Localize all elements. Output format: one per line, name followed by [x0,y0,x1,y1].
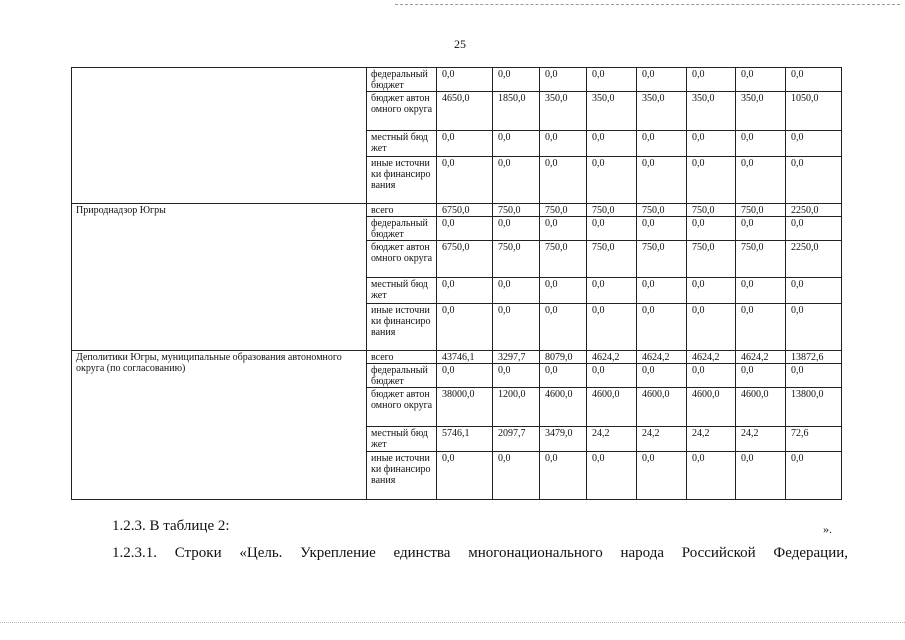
amount-cell: 1200,0 [493,388,540,427]
scan-edge-bottom [0,622,905,623]
amount-cell: 24,2 [587,427,637,452]
amount-cell: 0,0 [540,452,587,500]
amount-cell: 3297,7 [493,351,540,364]
amount-cell: 0,0 [493,364,540,388]
amount-cell: 1850,0 [493,92,540,131]
amount-cell: 0,0 [637,278,687,304]
amount-cell: 0,0 [437,217,493,241]
amount-cell: 0,0 [587,452,637,500]
paragraph-1-2-3-1: 1.2.3.1. Строки «Цель. Укрепление единства многонационального народа Российской Федерации, [112,545,849,561]
amount-cell: 0,0 [540,131,587,157]
funding-source-cell: всего [367,351,437,364]
amount-cell: 0,0 [687,68,736,92]
amount-cell: 350,0 [587,92,637,131]
amount-cell: 750,0 [493,204,540,217]
funding-source-cell: федеральный бюджет [367,68,437,92]
amount-cell: 0,0 [637,452,687,500]
amount-cell: 4600,0 [687,388,736,427]
amount-cell: 13800,0 [786,388,842,427]
amount-cell: 0,0 [637,364,687,388]
amount-cell: 0,0 [437,131,493,157]
amount-cell: 2097,7 [493,427,540,452]
amount-cell: 0,0 [540,68,587,92]
page-number: 25 [454,37,466,51]
executor-name-cell: Природнадзор Югры [72,204,367,351]
amount-cell: 0,0 [437,157,493,204]
amount-cell: 0,0 [736,157,786,204]
amount-cell: 0,0 [437,452,493,500]
amount-cell: 0,0 [786,452,842,500]
amount-cell: 24,2 [687,427,736,452]
amount-cell: 0,0 [687,452,736,500]
amount-cell: 750,0 [637,204,687,217]
amount-cell: 350,0 [637,92,687,131]
amount-cell: 750,0 [736,204,786,217]
amount-cell: 2250,0 [786,204,842,217]
amount-cell: 0,0 [540,157,587,204]
amount-cell: 4624,2 [736,351,786,364]
amount-cell: 0,0 [437,364,493,388]
funding-source-cell: иные источники финансирования [367,157,437,204]
amount-cell: 0,0 [786,157,842,204]
amount-cell: 0,0 [437,278,493,304]
table-row [72,351,842,364]
funding-source-cell: всего [367,204,437,217]
amount-cell: 0,0 [493,304,540,351]
amount-cell: 350,0 [540,92,587,131]
amount-cell: 0,0 [687,304,736,351]
amount-cell: 6750,0 [437,204,493,217]
amount-cell: 0,0 [687,278,736,304]
amount-cell: 8079,0 [540,351,587,364]
amount-cell: 0,0 [587,68,637,92]
amount-cell: 750,0 [540,204,587,217]
amount-cell: 0,0 [687,217,736,241]
amount-cell: 350,0 [687,92,736,131]
table-row [72,204,842,217]
amount-cell: 72,6 [786,427,842,452]
amount-cell: 0,0 [540,364,587,388]
amount-cell: 0,0 [637,304,687,351]
funding-source-cell: федеральный бюджет [367,364,437,388]
amount-cell: 0,0 [736,364,786,388]
amount-cell: 750,0 [540,241,587,278]
amount-cell: 0,0 [637,217,687,241]
funding-source-cell: местный бюджет [367,278,437,304]
funding-source-cell: бюджет автономного округа [367,241,437,278]
amount-cell: 4650,0 [437,92,493,131]
amount-cell: 0,0 [493,68,540,92]
amount-cell: 0,0 [786,131,842,157]
amount-cell: 750,0 [587,204,637,217]
funding-source-cell: местный бюджет [367,427,437,452]
amount-cell: 4600,0 [587,388,637,427]
executor-name-cell [72,68,367,204]
amount-cell: 0,0 [637,131,687,157]
amount-cell: 0,0 [736,452,786,500]
amount-cell: 4624,2 [687,351,736,364]
funding-source-cell: бюджет автономного округа [367,388,437,427]
funding-source-cell: иные источники финансирования [367,452,437,500]
amount-cell: 0,0 [786,278,842,304]
paragraph-1-2-3: 1.2.3. В таблице 2: [112,518,230,534]
amount-cell: 0,0 [637,68,687,92]
executor-name-cell: Деполитики Югры, муниципальные образования автономного округа (по согласованию) [72,351,367,500]
amount-cell: 38000,0 [437,388,493,427]
amount-cell: 4624,2 [587,351,637,364]
amount-cell: 0,0 [437,68,493,92]
amount-cell: 0,0 [493,157,540,204]
amount-cell: 750,0 [493,241,540,278]
table-row [72,68,842,92]
amount-cell: 4600,0 [637,388,687,427]
amount-cell: 24,2 [637,427,687,452]
scan-edge-top [395,4,900,5]
funding-source-cell: иные источники финансирования [367,304,437,351]
closing-quote-mark: ». [823,522,832,536]
amount-cell: 0,0 [736,304,786,351]
amount-cell: 0,0 [493,217,540,241]
amount-cell: 0,0 [786,68,842,92]
amount-cell: 4600,0 [540,388,587,427]
amount-cell: 0,0 [736,131,786,157]
amount-cell: 0,0 [587,131,637,157]
amount-cell: 0,0 [493,452,540,500]
amount-cell: 750,0 [587,241,637,278]
amount-cell: 0,0 [587,278,637,304]
amount-cell: 4624,2 [637,351,687,364]
amount-cell: 0,0 [786,364,842,388]
amount-cell: 0,0 [540,217,587,241]
amount-cell: 5746,1 [437,427,493,452]
amount-cell: 4600,0 [736,388,786,427]
amount-cell: 750,0 [687,204,736,217]
amount-cell: 3479,0 [540,427,587,452]
funding-source-cell: федеральный бюджет [367,217,437,241]
amount-cell: 0,0 [587,304,637,351]
funding-source-cell: местный бюджет [367,131,437,157]
amount-cell: 0,0 [687,364,736,388]
amount-cell: 0,0 [540,278,587,304]
amount-cell: 750,0 [637,241,687,278]
amount-cell: 0,0 [736,278,786,304]
amount-cell: 0,0 [687,157,736,204]
amount-cell: 0,0 [493,278,540,304]
amount-cell: 0,0 [736,217,786,241]
amount-cell: 0,0 [493,131,540,157]
amount-cell: 0,0 [786,304,842,351]
amount-cell: 2250,0 [786,241,842,278]
amount-cell: 0,0 [736,68,786,92]
amount-cell: 0,0 [587,364,637,388]
amount-cell: 0,0 [587,157,637,204]
amount-cell: 750,0 [736,241,786,278]
amount-cell: 750,0 [687,241,736,278]
amount-cell: 6750,0 [437,241,493,278]
funding-source-cell: бюджет автономного округа [367,92,437,131]
amount-cell: 0,0 [587,217,637,241]
amount-cell: 0,0 [786,217,842,241]
amount-cell: 0,0 [687,131,736,157]
amount-cell: 0,0 [637,157,687,204]
amount-cell: 1050,0 [786,92,842,131]
amount-cell: 0,0 [437,304,493,351]
amount-cell: 350,0 [736,92,786,131]
amount-cell: 24,2 [736,427,786,452]
amount-cell: 43746,1 [437,351,493,364]
amount-cell: 13872,6 [786,351,842,364]
funding-table [71,67,842,500]
amount-cell: 0,0 [540,304,587,351]
